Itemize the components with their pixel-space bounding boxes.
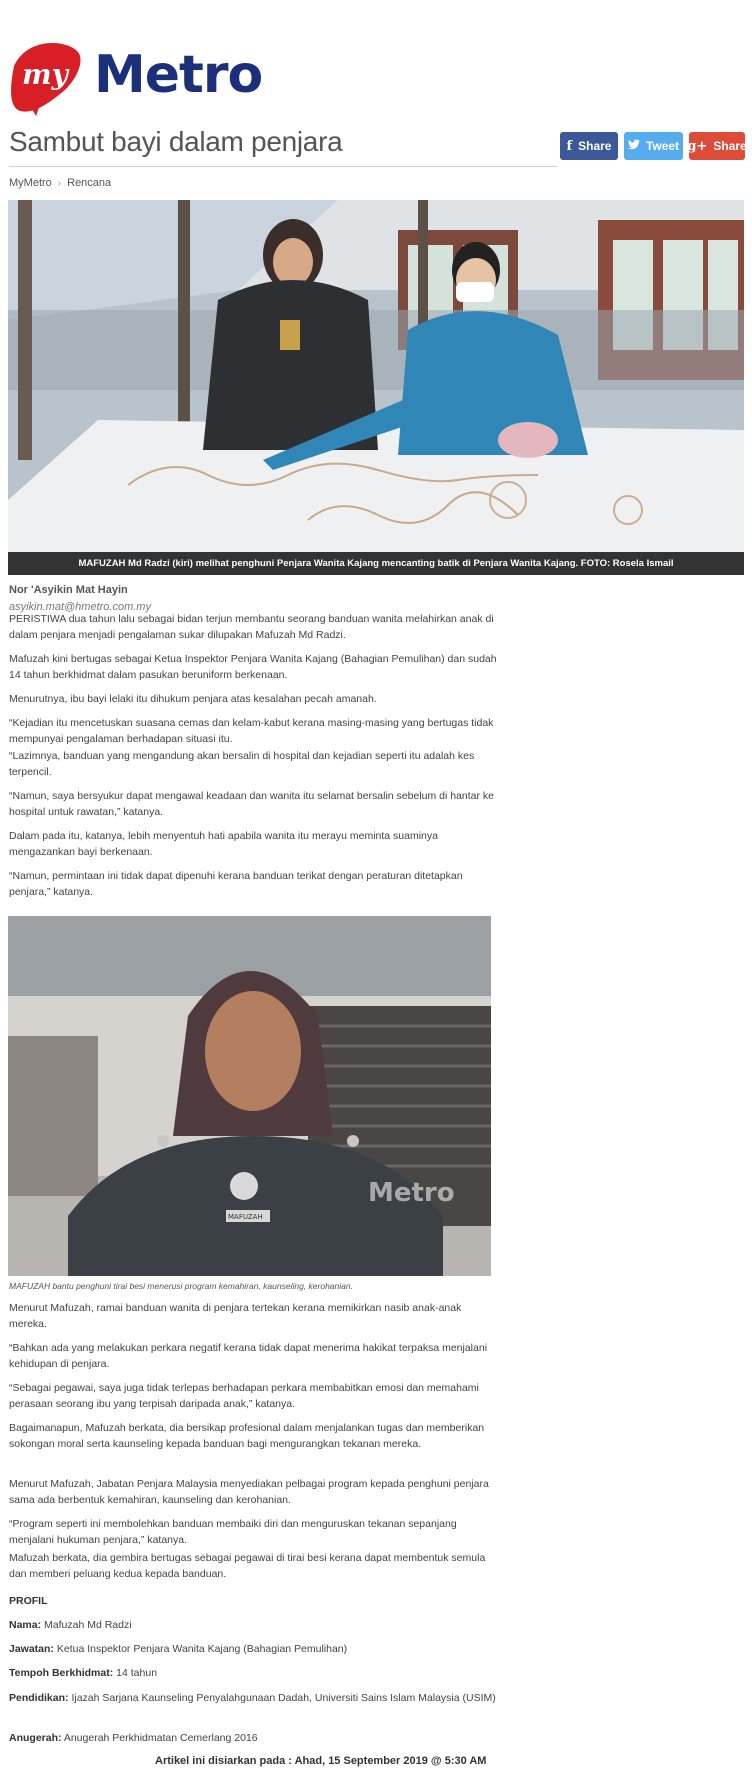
profile-name-label: Nama:	[9, 1619, 42, 1631]
main-article-photo	[8, 200, 744, 552]
twitter-tweet-label: Tweet	[645, 139, 680, 153]
profile-education-value: Ijazah Sarjana Kaunseling Penyalahgunaan Dadah, Universiti Sains Islam Malaysia (USIM)	[71, 1692, 496, 1704]
twitter-tweet-button[interactable]	[624, 132, 683, 160]
profile-position-row	[9, 1642, 499, 1658]
article-paragraph: “Kejadian itu mencetuskan suasana cemas dan kelam-kabut kerana masing-masing yang bertugas tidak mempunyai pengalaman berhadapan situasi itu.	[9, 717, 494, 745]
article-title: Sambut bayi dalam penjara	[9, 126, 343, 157]
author-email[interactable]: asyikin.mat@hmetro.com.my	[9, 601, 151, 613]
photo-caption: MAFUZAH Md Radzi (kiri) melihat penghuni Penjara Wanita Kajang mencanting batik di Penjara Wanita Kajang. FOTO: Rosela Ismail	[8, 552, 744, 575]
profile-position-label: Jawatan:	[9, 1643, 54, 1655]
profile-service-label: Tempoh Berkhidmat:	[9, 1667, 114, 1679]
mymetro-logo[interactable]	[8, 26, 308, 116]
article-paragraph: Menurutnya, ibu bayi lelaki itu dihukum penjara atas kesalahan pecah amanah.	[9, 693, 377, 705]
breadcrumb-section-link[interactable]: Rencana	[67, 177, 112, 189]
article-paragraph: Menurut Mafuzah, ramai banduan wanita di penjara tertekan kerana memikirkan nasib anak-anak mereka.	[9, 1302, 462, 1330]
author-name: Nor 'Asyikin Mat Hayin	[9, 584, 128, 596]
article-paragraph: Mafuzah berkata, dia gembira bertugas sebagai pegawai di tirai besi kerana dapat membentuk semula dan memberi peluang kedua kepada banduan.	[9, 1552, 486, 1580]
profile-award-value: Anugerah Perkhidmatan Cemerlang 2016	[63, 1732, 258, 1744]
profile-service-row	[9, 1666, 499, 1682]
breadcrumb-home-link[interactable]: MyMetro	[9, 177, 52, 189]
twitter-icon	[628, 139, 640, 154]
profile-award-label: Anugerah:	[9, 1732, 62, 1744]
google-plus-share-label: Share	[713, 139, 747, 153]
profile-education-label: Pendidikan:	[9, 1692, 69, 1704]
profile-education-row	[9, 1691, 499, 1707]
article-paragraph: “Program seperti ini membolehkan banduan membaiki diri dan menguruskan tekanan sepanjang menjalani hukuman penjara,” katanya.	[9, 1518, 457, 1546]
article-paragraph: “Sebagai pegawai, saya juga tidak terlepas berhadapan perkara membabitkan emosi dan memahami perasaan seorang ibu yang terpisah daripada anak,” katanya.	[9, 1382, 479, 1410]
logo-graphic	[8, 26, 308, 116]
profile-name-row	[9, 1618, 499, 1634]
article-paragraph: “Namun, permintaan ini tidak dapat dipenuhi kerana banduan terikat dengan peraturan ditetapkan penjara,” katanya.	[9, 870, 463, 898]
photo-watermark: Metro	[368, 1178, 455, 1208]
article-paragraph: “Bahkan ada yang melakukan perkara negatif kerana tidak dapat menerima hakikat terpaksa menjalani kehidupan di penjara.	[9, 1342, 488, 1370]
google-plus-share-button[interactable]	[689, 132, 745, 160]
article-paragraph: PERISTIWA dua tahun lalu sebagai bidan terjun membantu seorang banduan wanita melahirkan anak di dalam penjara menjadi pengalaman sukar dilupakan Mafuzah Md Radzi.	[9, 613, 494, 641]
chevron-right-icon: ›	[57, 177, 62, 189]
name-tag-text: MAFUZAH	[228, 1213, 263, 1221]
profile-heading: PROFIL	[9, 1595, 48, 1607]
logo-prefix: my	[22, 58, 68, 91]
breadcrumb	[9, 177, 111, 189]
logo-name: Metro	[94, 45, 263, 105]
facebook-share-button[interactable]	[560, 132, 618, 160]
published-date: Artikel ini disiarkan pada : Ahad, 15 September 2019 @ 5:30 AM	[155, 1755, 487, 1767]
facebook-icon: f	[566, 138, 573, 154]
article-paragraph: “Namun, saya bersyukur dapat mengawal keadaan dan wanita itu selamat bersalin sebelum di hantar ke hospital untuk rawatan,” katanya.	[9, 790, 495, 818]
profile-award-row	[9, 1731, 499, 1747]
profile-service-value: 14 tahun	[116, 1667, 158, 1679]
article-paragraph: Bagaimanapun, Mafuzah berkata, dia bersikap profesional dalam menjalankan tugas dan memberikan sokongan moral serta kaunseling kepada banduan bagi mengurangkan tekanan mereka.	[9, 1422, 485, 1450]
portrait-caption: MAFUZAH bantu penghuni tirai besi menerusi program kemahiran, kaunseling, kerohanian.	[9, 1281, 353, 1291]
title-divider	[9, 166, 557, 167]
profile-position-value: Ketua Inspektor Penjara Wanita Kajang (Bahagian Pemulihan)	[56, 1643, 348, 1655]
article-paragraph: “Lazimnya, banduan yang mengandung akan bersalin di hospital dan kejadian seperti itu adalah kes terpencil.	[9, 750, 475, 778]
portrait-photo	[8, 916, 491, 1276]
google-plus-icon: g+	[687, 138, 708, 154]
article-paragraph: Menurut Mafuzah, Jabatan Penjara Malaysia menyediakan pelbagai program kepada penghuni penjara sama ada berbentuk kemahiran, kaunseling dan kerohanian.	[9, 1478, 489, 1506]
article-paragraph: Mafuzah kini bertugas sebagai Ketua Inspektor Penjara Wanita Kajang (Bahagian Pemulihan) dan sudah 14 tahun berkhidmat dalam pasukan beruniform berkenaan.	[9, 653, 497, 681]
profile-name-value: Mafuzah Md Radzi	[44, 1619, 132, 1631]
facebook-share-label: Share	[578, 139, 612, 153]
article-paragraph: Dalam pada itu, katanya, lebih menyentuh hati apabila wanita itu merayu meminta suaminya mengazankan bayi berkenaan.	[9, 830, 438, 858]
